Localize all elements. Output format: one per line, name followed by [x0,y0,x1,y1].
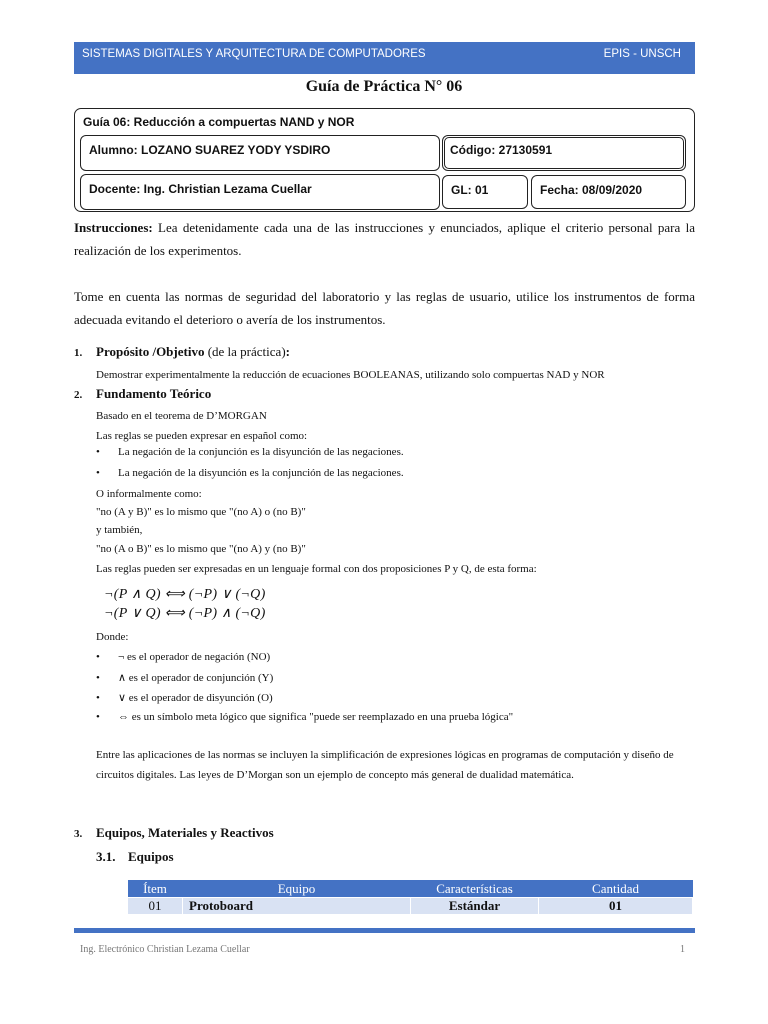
list-item: • ∨ es el operador de disyunción (O) [96,692,273,704]
table-row [128,898,693,915]
code-field-inner [444,137,684,169]
info-box [74,108,695,212]
instructions-text: Lea detenidamente cada una de las instrucciones y enunciados, aplique el criterio personal para la realización de los experimentos. [74,220,695,258]
formula-1: ¬(P ∧ Q) ⟺ (¬P) ∨ (¬Q) [104,587,266,602]
code-text: Código: 27130591 [450,143,553,157]
section-2-heading [74,386,211,402]
instructions-paragraph [74,216,695,262]
guide-subtitle: Guía 06: Reducción a compuertas NAND y NOR [83,115,355,129]
formal-line: Las reglas pueden ser expresadas en un lenguaje formal con dos proposiciones P y Q, de esta forma: [96,563,537,575]
list-item: • La negación de la disyunción es la conjunción de las negaciones. [96,467,404,479]
instructions-label: Instrucciones: [74,220,153,235]
example-2: "no (A o B)" es lo mismo que "(no A) y (no B)" [96,543,306,555]
equipment-table [127,880,693,915]
column-header: Cantidad [539,880,693,898]
informal-line: O informalmente como: [96,488,202,500]
column-header: Características [411,880,539,898]
safety-paragraph: Tome en cuenta las normas de seguridad del laboratorio y las reglas de usuario, utilice los instrumentos de forma adecuada evitando el deterioro o avería de los instrumentos. [74,289,695,327]
list-item: • ¬ es el operador de negación (NO) [96,651,271,663]
section-1-suffix: (de la práctica) [204,344,286,359]
page-number: 1 [680,944,685,955]
section-2-title: Fundamento Teórico [96,386,212,401]
institution-name: EPIS - UNSCH [603,48,681,60]
list-item: • La negación de la conjunción es la disyunción de las negaciones. [96,446,404,458]
table-cell: Protoboard [183,898,411,915]
table-header-row [128,880,693,898]
section-1-colon: : [285,344,290,359]
section-1-title: Propósito /Objetivo [96,344,205,359]
page-header [74,42,695,74]
footer-author: Ing. Electrónico Christian Lezama Cuellar [80,944,250,955]
list-item: • ∧ es el operador de conjunción (Y) [96,672,274,684]
where-line: Donde: [96,631,129,643]
applications-paragraph: Entre las aplicaciones de las normas se incluyen la simplificación de expresiones lógicas en programas de computación y diseño de circuitos digitales. Las leyes de D’Morgan son un ejemplo de concepto más general de dualidad matemática. [96,749,674,781]
teacher-field: Docente: Ing. Christian Lezama Cuellar [80,174,440,210]
column-header: Equipo [183,880,411,898]
section-3-1-title: Equipos [128,849,174,864]
student-field: Alumno: LOZANO SUAREZ YODY YSDIRO [80,135,440,171]
column-header: Ítem [128,880,183,898]
theory-line-2: Las reglas se pueden expresar en español como: [96,430,308,442]
objective-text: Demostrar experimentalmente la reducción de ecuaciones BOOLEANAS, utilizando solo compuertas NAD y NOR [96,369,605,381]
section-3-number: 3. [74,828,83,840]
section-1-heading [74,344,290,360]
section-2-number: 2. [74,389,83,401]
formula-2: ¬(P ∨ Q) ⟺ (¬P) ∧ (¬Q) [104,606,266,621]
table-cell: 01 [539,898,693,915]
list-item: • ⇔ es un símbolo meta lógico que significa "puede ser reemplazado en una prueba lógica" [96,711,514,723]
footer-divider [74,928,695,933]
also-line: y también, [96,524,143,536]
table-cell: Estándar [411,898,539,915]
section-1-number: 1. [74,347,83,359]
section-3-1-heading [96,849,174,865]
section-3-title: Equipos, Materiales y Reactivos [96,825,274,840]
date-field: Fecha: 08/09/2020 [531,175,686,209]
page-title: Guía de Práctica N° 06 [305,78,463,95]
theory-line-1: Basado en el teorema de D’MORGAN [96,410,267,422]
example-1: "no (A y B)" es lo mismo que "(no A) o (no B)" [96,506,306,518]
section-3-heading [74,825,274,841]
group-field: GL: 01 [442,175,528,209]
section-3-1-number: 3.1. [96,849,116,864]
course-name: SISTEMAS DIGITALES Y ARQUITECTURA DE COMPUTADORES [82,48,426,60]
table-cell: 01 [128,898,183,915]
